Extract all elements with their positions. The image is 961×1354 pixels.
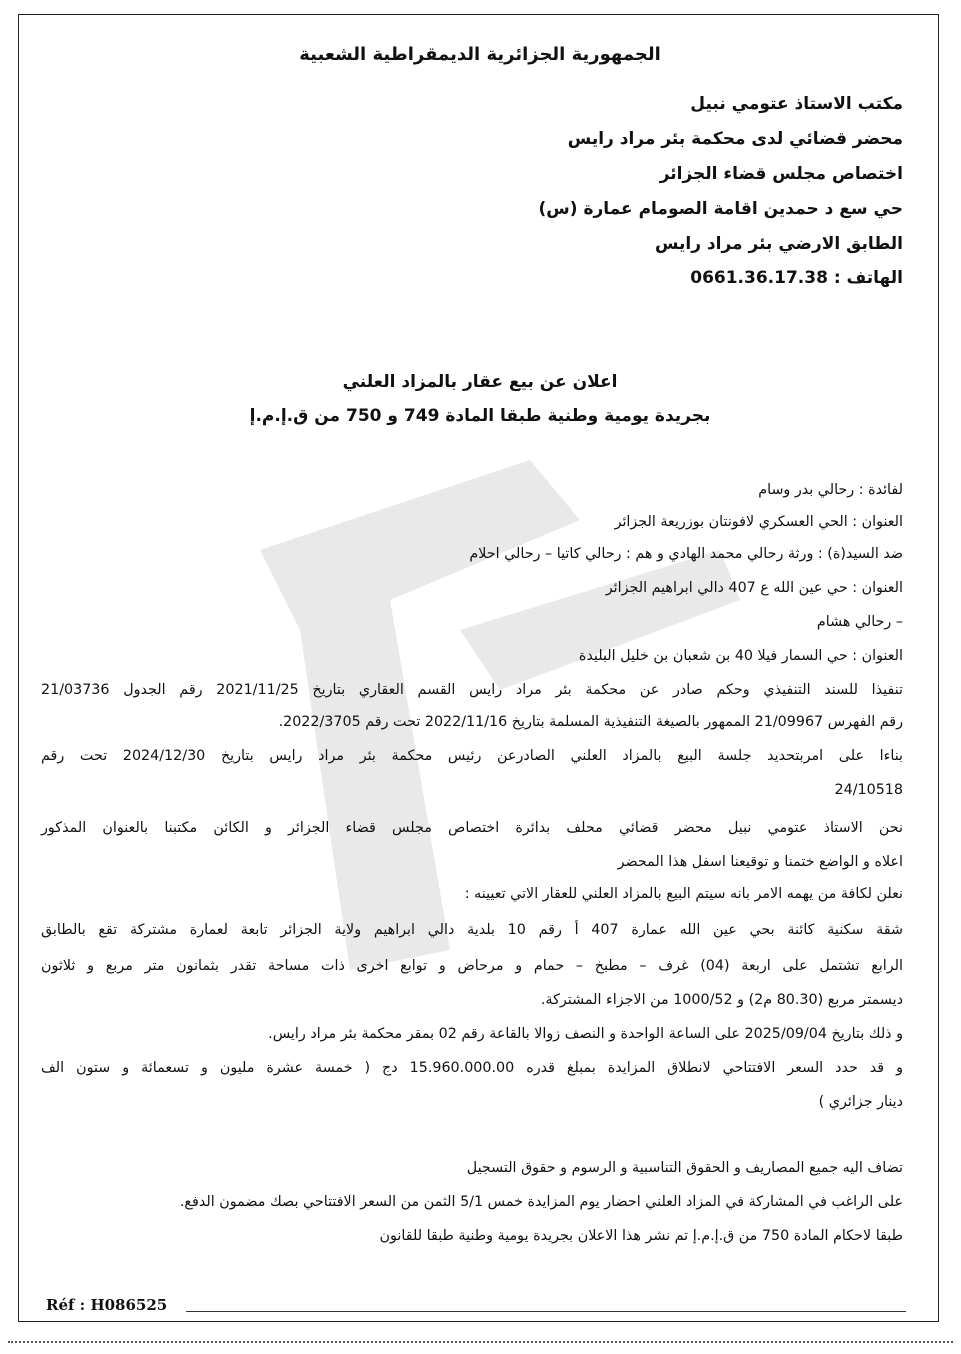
office-phone: الهاتف : 0661.36.17.38 (690, 268, 903, 288)
reference-underline (186, 1311, 906, 1312)
beneficiary-address: العنوان : الحي العسكري لافونتان بوزريعة الجزائر (614, 514, 903, 530)
bailiff-paragraph-line-2: اعلاه و الواضع ختمنا و توقيعنا اسفل هذا المحضر (617, 854, 903, 870)
opening-price-line-2: دينار جزائري ) (818, 1094, 903, 1110)
defendant-hicham-address: العنوان : حي السمار فيلا 40 بن شعبان بن خليل البليدة (578, 648, 903, 664)
property-description-line-2: الرابع تشتمل على اربعة (04) غرف – مطبخ – حمام و مرحاض و توابع اخرى ذات مساحة تقدر بثمانون متر مربع و ثلاثون (41, 958, 903, 974)
bailiff-paragraph-line-1: نحن الاستاذ عتومي نبيل محضر قضائي محلف بدائرة اختصاص مجلس قضاء الجزائر و الكائن مكتبنا بالعنوان المذكور (41, 820, 903, 836)
dotted-separator (8, 1341, 953, 1343)
office-address-1: حي سع د حمدين اقامة الصومام عمارة (س) (538, 199, 903, 219)
notice-subtitle: بجريدة يومية وطنية طبقا المادة 749 و 750 من ق.إ.م.إ (249, 406, 711, 426)
defendants: ضد السيد(ة) : ورثة رحالي محمد الهادي و هم : رحالي كاتيا – رحالي احلام (469, 546, 903, 562)
execution-paragraph-line-2: رقم الفهرس 21/09967 الممهور بالصيغة التنفيذية المسلمة بتاريخ 2022/11/16 تحت رقم 2022/3705. (278, 714, 903, 730)
beneficiary: لفائدة : رحالي بدر وسام (758, 482, 903, 498)
execution-paragraph-line-1: تنفيذا للسند التنفيذي وحكم صادر عن محكمة بئر مراد رايس القسم العقاري بتاريخ 2021/11/25 رقم الجدول 21/03736 (41, 682, 904, 698)
jurisdiction: اختصاص مجلس قضاء الجزائر (659, 164, 903, 184)
opening-price-line-1: و قد حدد السعر الافتتاحي لانطلاق المزايدة بمبلغ قدره 15.960.000.00 دج ( خمسة عشرة مليون و تسعمائة و ستون الف (41, 1060, 903, 1076)
announcement-line: نعلن لكافة من يهمه الامر بانه سيتم البيع بالمزاد العلني للعقار الاتي تعيينه : (464, 886, 903, 902)
auction-date-line: و ذلك بتاريخ 2025/09/04 على الساعة الواحدة و النصف زوالا بالقاعة رقم 02 بمقر محكمة بئر مراد رايس. (268, 1026, 903, 1042)
order-paragraph-line-2: 24/10518 (834, 782, 903, 798)
defendant-hicham: – رحالي هشام (816, 614, 903, 630)
deposit-line: على الراغب في المشاركة في المزاد العلني احضار يوم المزايدة خمس 5/1 الثمن من السعر الافتتاحي بصك مضمون الدفع. (179, 1194, 903, 1210)
office-name: مكتب الاستاذ عتومي نبيل (690, 94, 903, 114)
publication-line: طبقا لاحكام المادة 750 من ق.إ.م.إ تم نشر هذا الاعلان بجريدة يومية وطنية طبقا للقانون (379, 1228, 903, 1244)
fees-line: تضاف اليه جميع المصاريف و الحقوق التناسبية و الرسوم و حقوق التسجيل (466, 1160, 903, 1176)
republic-heading: الجمهورية الجزائرية الديمقراطية الشعبية (299, 44, 661, 65)
office-address-2: الطابق الارضي بئر مراد رايس (654, 234, 903, 254)
reference-number: Réf : H086525 (46, 1296, 168, 1314)
defendants-address: العنوان : حي عين الله ع 407 دالي ابراهيم الجزائر (605, 580, 903, 596)
court-name: محضر قضائي لدى محكمة بئر مراد رايس (567, 129, 903, 149)
property-description-line-3: ديسمتر مربع (80.30 م2) و 1000/52 من الاجزاء المشتركة. (540, 992, 903, 1008)
order-paragraph-line-1: بناءا على امربتحديد جلسة البيع بالمزاد العلني الصادرعن رئيس محكمة بئر مراد رايس بتاريخ 2024/12/30 تحت رقم (41, 748, 904, 764)
property-description-line-1: شقة سكنية كائنة بحي عين الله عمارة 407 أ رقم 10 بلدية دالي ابراهيم ولاية الجزائر تابعة لعمارة مشتركة تقع بالطابق (41, 922, 903, 938)
notice-title: اعلان عن بيع عقار بالمزاد العلني (342, 372, 618, 392)
